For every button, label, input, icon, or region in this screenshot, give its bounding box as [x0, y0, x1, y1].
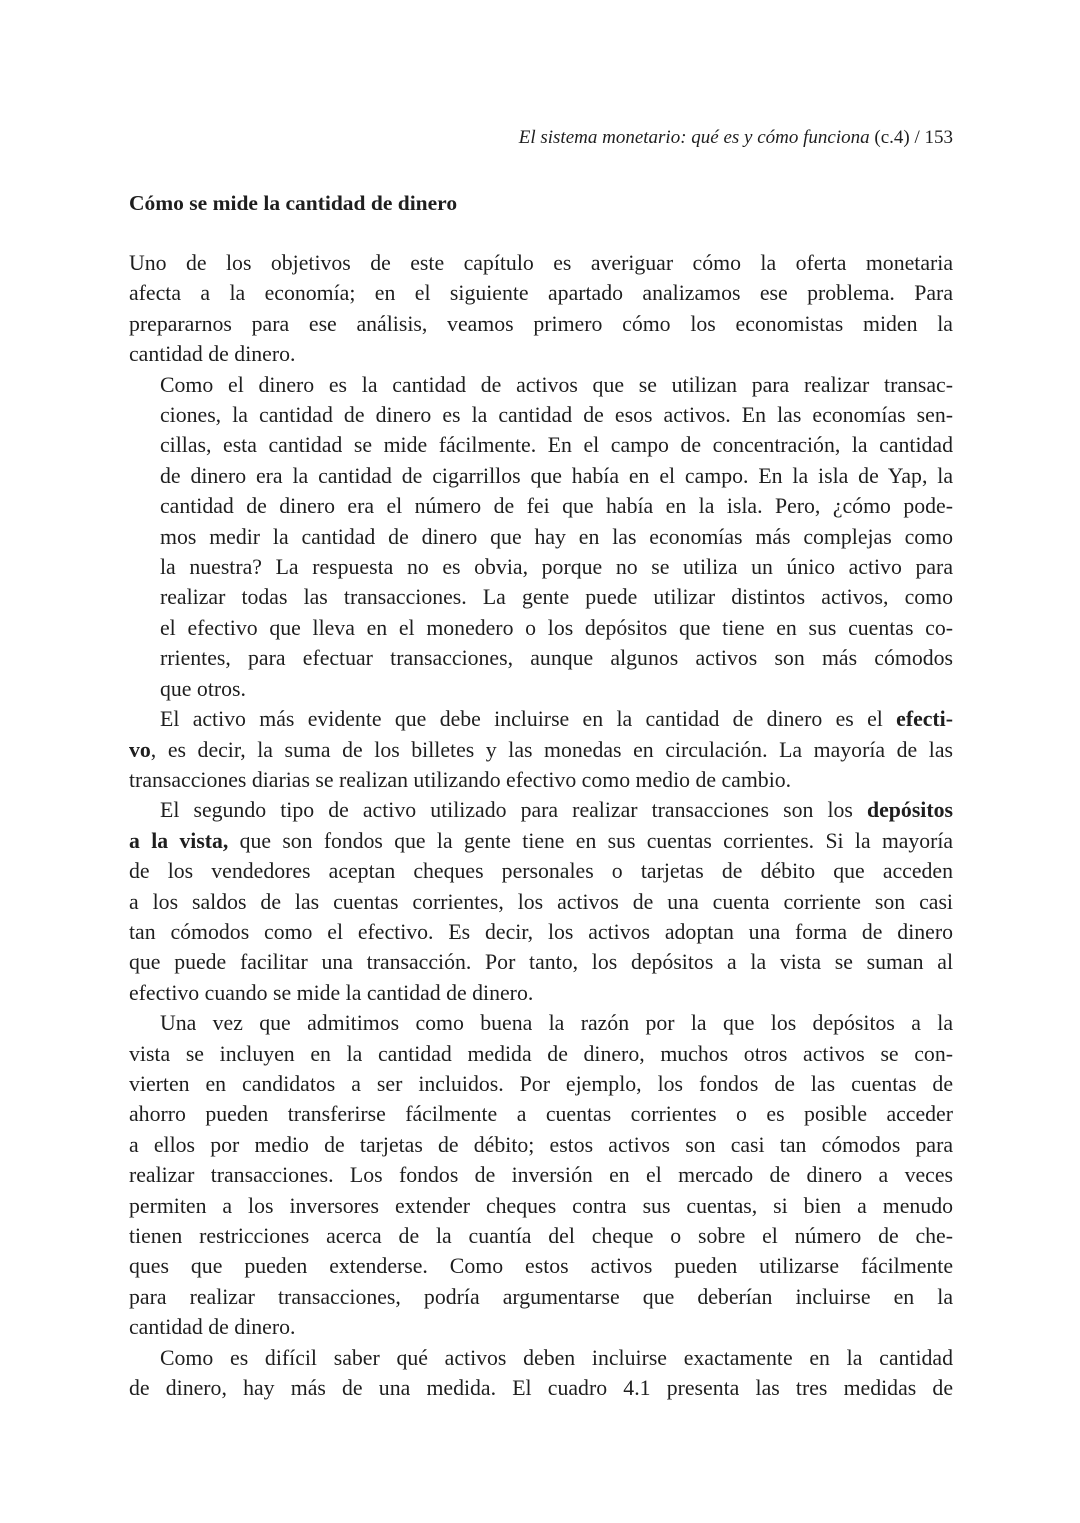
text-line: transacciones diarias se realizan utilizando efectivo como medio de cambio.	[129, 767, 792, 792]
text-line: cantidad de dinero.	[129, 342, 296, 367]
section-title: Cómo se mide la cantidad de dinero	[129, 191, 458, 215]
text-line: cantidad de dinero.	[129, 1315, 296, 1340]
term-depositos-part2: a la vista,	[129, 828, 229, 853]
body-text	[129, 248, 953, 1403]
text-line: ciones, la cantidad de dinero es la cantidad de esos activos. En las economías sen-	[160, 403, 953, 428]
text-line: Como es difícil saber qué activos deben incluirse exactamente en la cantidad	[160, 1345, 953, 1370]
paragraph-5	[129, 1008, 953, 1342]
text-line: de dinero era la cantidad de cigarrillos que había en el campo. En la isla de Yap, la	[160, 463, 953, 488]
paragraph-4	[129, 795, 953, 1008]
text-line: vierten en candidatos a ser incluidos. Por ejemplo, los fondos de las cuentas de	[129, 1071, 953, 1096]
text-line: cillas, esta cantidad se mide fácilmente. En el campo de concentración, la cantidad	[160, 433, 953, 458]
running-title: El sistema monetario: qué es y cómo funciona	[518, 127, 870, 148]
text-line: vista se incluyen en la cantidad medida de dinero, muchos otros activos se con-	[129, 1041, 953, 1066]
text-line: afecta a la economía; en el siguiente apartado analizamos ese problema. Para	[129, 281, 953, 306]
text-line: mos medir la cantidad de dinero que hay en las economías más complejas como	[160, 524, 953, 549]
text-line: Una vez que admitimos como buena la razón por la que los depósitos a la	[160, 1011, 953, 1036]
text-line	[129, 826, 953, 856]
term-efectivo-part1: efecti-	[896, 707, 953, 732]
text-line: rrientes, para efectuar transacciones, aunque algunos activos son más cómodos	[160, 646, 953, 671]
text-line: permiten a los inversores extender cheques contra sus cuentas, si bien a menudo	[129, 1193, 953, 1218]
text-run: El segundo tipo de activo utilizado para realizar transacciones son los	[160, 798, 867, 823]
text-line: a ellos por medio de tarjetas de débito; estos activos son casi tan cómodos para	[129, 1132, 953, 1157]
text-run: , es decir, la suma de los billetes y las monedas en circulación. La mayoría de las	[150, 737, 953, 762]
paragraph-6	[129, 1343, 953, 1404]
text-line: prepararnos para ese análisis, veamos primero cómo los economistas miden la	[129, 311, 953, 336]
text-line: de los vendedores aceptan cheques personales o tarjetas de débito que acceden	[129, 859, 953, 884]
text-line: el efectivo que lleva en el monedero o los depósitos que tiene en sus cuentas co-	[160, 615, 953, 640]
text-line: que otros.	[160, 676, 246, 701]
text-line: cantidad de dinero era el número de fei que había en la isla. Pero, ¿cómo pode-	[160, 494, 953, 519]
text-line: Uno de los objetivos de este capítulo es averiguar cómo la oferta monetaria	[129, 251, 953, 275]
text-line: que puede facilitar una transacción. Por tanto, los depósitos a la vista se suman al	[129, 950, 953, 975]
text-line	[129, 735, 953, 765]
term-depositos-part1: depósitos	[867, 798, 953, 823]
text-line: ques que pueden extenderse. Como estos activos pueden utilizarse fácilmente	[129, 1254, 953, 1279]
text-line: ahorro pueden transferirse fácilmente a cuentas corrientes o es posible acceder	[129, 1102, 953, 1127]
paragraph-2	[129, 370, 953, 704]
text-line: la nuestra? La respuesta no es obvia, porque no se utiliza un único activo para	[160, 555, 953, 580]
text-line: efectivo cuando se mide la cantidad de dinero.	[129, 980, 534, 1005]
text-run: que son fondos que la gente tiene en sus cuentas corrientes. Si la mayoría	[228, 828, 953, 853]
paragraph-1	[129, 248, 953, 370]
text-line: tienen restricciones acerca de la cuantía del cheque o sobre el número de che-	[129, 1224, 953, 1248]
chapter-ref: (c.4)	[874, 127, 910, 148]
text-run: El activo más evidente que debe incluirse en la cantidad de dinero es el	[160, 707, 897, 732]
text-line: para realizar transacciones, podría argumentarse que deberían incluirse en la	[129, 1284, 953, 1309]
text-line: Como el dinero es la cantidad de activos que se utilizan para realizar transac-	[160, 372, 953, 397]
term-efectivo-part2: vo	[129, 737, 151, 762]
text-line: a los saldos de las cuentas corrientes, los activos de una cuenta corriente son casi	[129, 889, 953, 914]
text-line: realizar transacciones. Los fondos de inversión en el mercado de dinero a veces	[129, 1163, 953, 1188]
text-line	[129, 704, 953, 734]
paragraph-3	[129, 704, 953, 795]
page-number: 153	[924, 127, 953, 148]
running-header	[519, 126, 953, 150]
text-line: realizar todas las transacciones. La gente puede utilizar distintos activos, como	[160, 585, 953, 610]
text-line	[129, 795, 953, 825]
header-separator: /	[914, 127, 920, 148]
text-line: de dinero, hay más de una medida. El cuadro 4.1 presenta las tres medidas de	[129, 1376, 953, 1401]
text-line: tan cómodos como el efectivo. Es decir, los activos adoptan una forma de dinero	[129, 919, 953, 944]
